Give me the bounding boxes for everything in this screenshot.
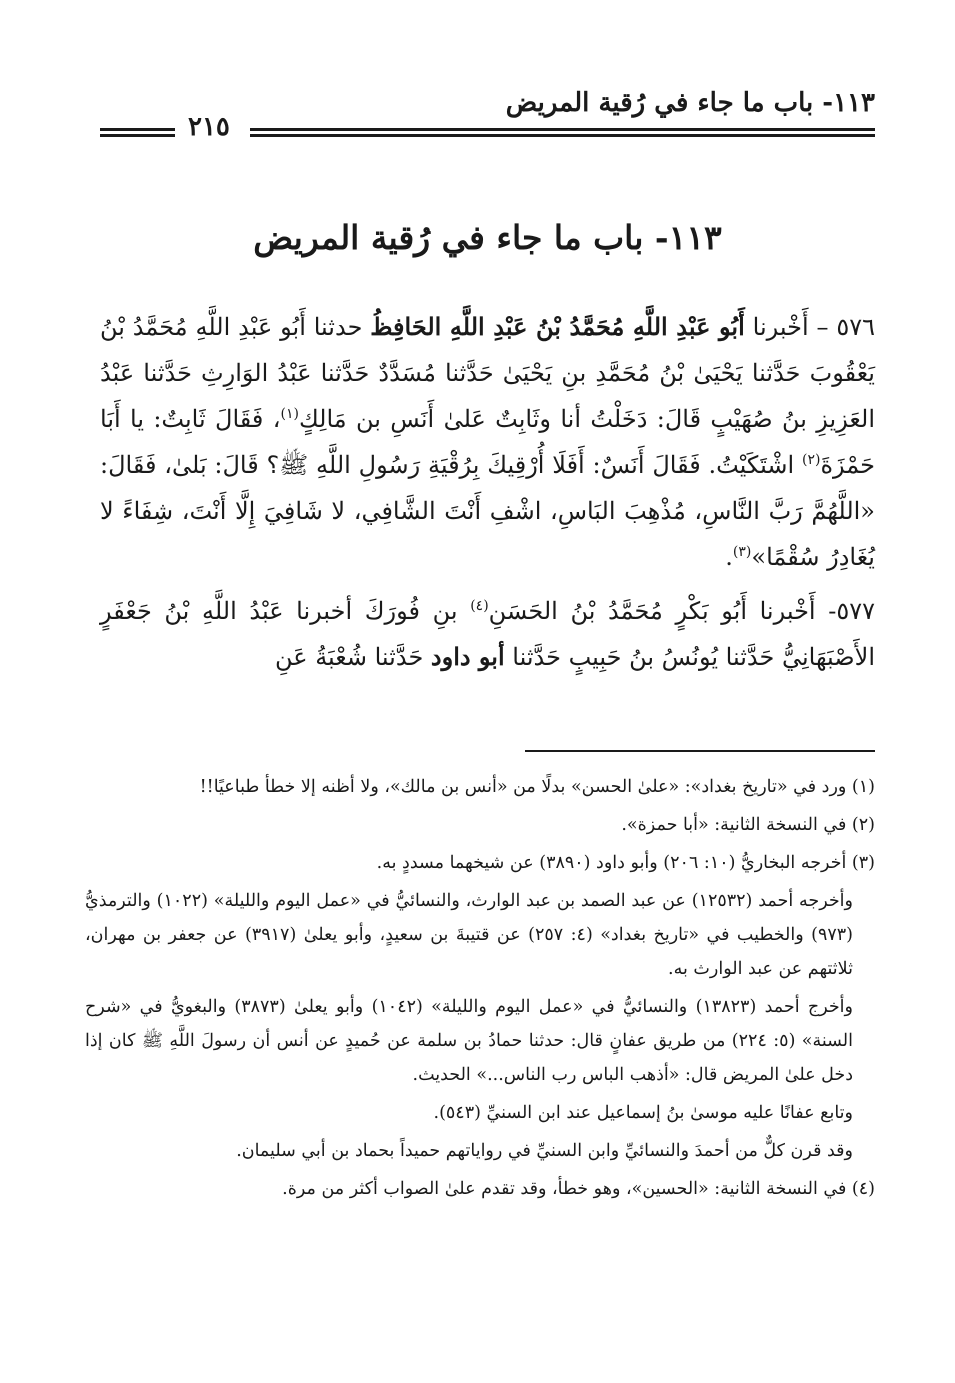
- hadith-text: – أَخْبرنا: [744, 313, 837, 341]
- narrator-name: أبو داود: [430, 642, 505, 671]
- footnote-3-cont: وتابع عفانًا عليه موسىٰ بنُ إسماعيل عند ابن السنيِّ (٥٤٣).: [433, 1103, 853, 1123]
- hadith-576: [100, 304, 875, 580]
- main-text: [100, 304, 875, 688]
- footnote-4: (٤) في النسخة الثانية: «الحسين»، وهو خطأ، وقد تقدم علىٰ الصواب أكثر من مرة.: [282, 1179, 875, 1199]
- footnote-ref[interactable]: (٤): [470, 598, 489, 614]
- footnote-1: (١) ورد في «تاريخ بغداد»: «علىٰ الحسن» بدلًا من «أنس بن مالك»، ولا أظنه إلا خطأ طباعيًا!!: [199, 777, 875, 797]
- hadith-text: حدثنا أَبُو عَبْدِ اللَّهِ مُحَمَّدُ بْنُ يَعْقُوبَ حَدَّثنا يَحْيَىٰ بْنُ مُحَمَّدِ بنِ يَحْيَىٰ حَدَّثنا مُسَدَّدٌ حَدَّثنا عَبْدُ الوَارِثِ حَدَّثنا عَبْدُ العَزِيزِ بنُ صُهَيْبٍ قَالَ: دَخَلْتُ أنا وثَابِتٌ عَلىٰ أَنَسِ بن مَالِكٍ: [100, 313, 875, 433]
- running-title: ١١٣- باب ما جاء في رُقية المريض: [505, 88, 875, 118]
- footnote-3-cont: وأخرج أحمد (١٣٨٢٣) والنسائيُّ في «عمل اليوم والليلة» (١٠٤٢) وأبو يعلىٰ (٣٨٧٣) والبغويُّ في «شرح السنة» (٥: ٢٢٤) من طريق عفانٍ قال: حدثنا حمادُ بن سلمة عن حُميدٍ عن أنس أن رسولَ اللَّهِ ﷺ كان إذا دخل علىٰ المريض قال: «أذهب الباس رب الناس...» الحديث.: [85, 997, 853, 1085]
- footnote-separator: [525, 750, 875, 752]
- hadith-text: بنِ فُورَكَ أخبرنا عَبْدُ اللَّهِ بْنُ جَعْفَرٍ الأَصْبَهَانِيُّ حَدَّثنا يُونُسُ بنُ حَبِيبٍ حَدَّثنا: [100, 597, 875, 671]
- footnote-3-cont: وأخرجه أحمد (١٢٥٣٢) عن عبد الصمد بن عبد الوارث، والنسائيُّ في «عمل اليوم والليلة» (١٠٢٢) والترمذيُّ (٩٧٣) والخطيب في «تاريخ بغداد» (٤: ٢٥٧) عن قتيبةَ بن سعيدٍ، وأبو يعلىٰ (٣٩١٧) عن جعفر بن مهران، ثلاثتهم عن عبد الوارث به.: [85, 891, 853, 979]
- hadith-number: ٥٧٦: [836, 313, 875, 341]
- page-number: ٢١٥: [188, 112, 230, 142]
- hadith-text: اشْتَكَيْتُ. فَقَالَ أَنَسٌ: أَفَلَا أُرْقِيكَ بِرُقْيَةِ رَسُولِ اللَّهِ ﷺ؟ قَالَ: بَلىٰ، فَقَالَ: «اللَّهُمَّ رَبَّ النَّاسِ، مُذْهِبَ البَاسِ، اشْفِ أَنْتَ الشَّافِي، لا شَافِيَ إِلَّا أَنْتَ، شِفَاءً لا يُغَادِرُ سُقْمًا»: [100, 451, 875, 571]
- hadith-text: حَدَّثنا شُعْبَةُ عَنِ: [274, 643, 431, 671]
- chapter-title: ١١٣- باب ما جاء في رُقية المريض: [253, 218, 722, 257]
- narrator-name: أَبُو عَبْدِ اللَّهِ مُحَمَّدُ بْنُ عَبْدِ اللَّهِ الحَافِظُ: [370, 312, 745, 341]
- footnote-3-cont: وقد قرن كلٌّ من أحمدَ والنسائيِّ وابن السنيِّ في رواياتهم حميداً بحماد بن أبي سليمان.: [236, 1141, 853, 1161]
- footnote-3: (٣) أخرجه البخاريُّ (١٠: ٢٠٦) وأبو داود (٣٨٩٠) عن شيخهما مسددٍ به.: [376, 853, 875, 873]
- hadith-text: - أَخْبرنا أَبُو بَكْرٍ مُحَمَّدُ بْنُ الحَسَنِ: [488, 597, 837, 625]
- hadith-text: ، فَقَالَ ثَابِتٌ: يا أَبَا حَمْزَةَ: [100, 405, 875, 479]
- footnote-ref[interactable]: (١): [280, 406, 299, 422]
- footnote-ref[interactable]: (٣): [732, 544, 752, 560]
- footnote-2: (٢) في النسخة الثانية: «أبا حمزة».: [621, 815, 875, 835]
- running-header: [100, 88, 875, 148]
- header-rule-long: [250, 128, 875, 137]
- hadith-number: ٥٧٧: [836, 597, 875, 625]
- hadith-text: .: [725, 543, 733, 571]
- hadith-577: [100, 588, 875, 680]
- footnotes: [85, 770, 875, 1210]
- header-rule-short: [100, 128, 175, 137]
- footnote-ref[interactable]: (٢): [802, 452, 821, 468]
